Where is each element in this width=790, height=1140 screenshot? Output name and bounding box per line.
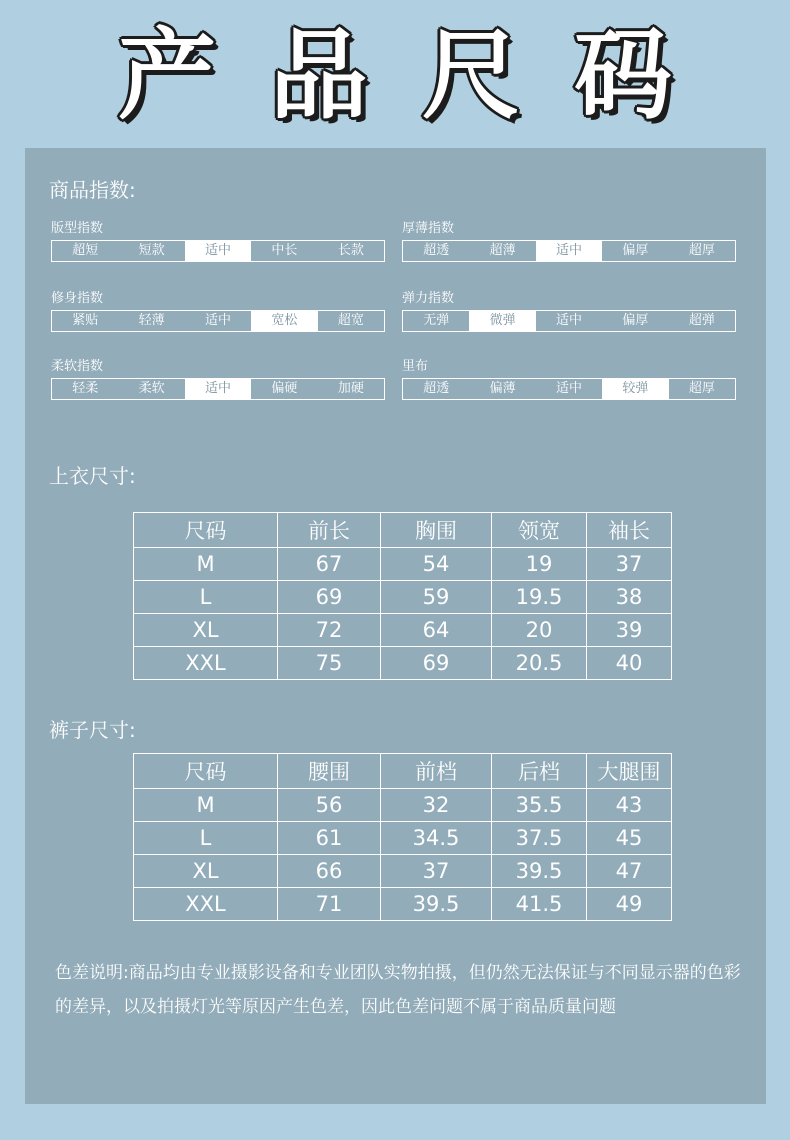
index-scale xyxy=(51,378,385,400)
table-row xyxy=(134,614,672,647)
index-group xyxy=(402,220,736,262)
index-option: 超厚 xyxy=(688,381,715,396)
measurement-cell: 67 xyxy=(278,548,381,581)
measurement-cell: 59 xyxy=(381,581,492,614)
top-section-heading: 上衣尺寸: xyxy=(49,464,136,488)
index-option: 偏厚 xyxy=(622,313,649,328)
measurement-cell: 20 xyxy=(492,614,587,647)
index-option: 中长 xyxy=(271,243,298,258)
size-label-cell: L xyxy=(134,822,278,855)
title-char: 产 xyxy=(117,17,216,133)
measurement-cell: 37 xyxy=(587,548,672,581)
measurement-cell: 54 xyxy=(381,548,492,581)
table-row xyxy=(134,888,672,921)
table-row xyxy=(134,789,672,822)
measurement-cell: 64 xyxy=(381,614,492,647)
measurement-cell: 69 xyxy=(381,647,492,680)
column-header: 前档 xyxy=(381,754,492,789)
index-scale xyxy=(51,310,385,332)
table-row xyxy=(134,548,672,581)
index-option-selected: 适中 xyxy=(185,379,251,399)
index-option: 柔软 xyxy=(138,381,165,396)
size-label-cell: L xyxy=(134,581,278,614)
table-row xyxy=(134,855,672,888)
page-title xyxy=(0,18,790,133)
index-option-selected: 宽松 xyxy=(251,311,317,331)
pants-section-heading: 裤子尺寸: xyxy=(49,718,136,742)
column-header: 领宽 xyxy=(492,513,587,548)
column-header: 腰围 xyxy=(278,754,381,789)
size-label-cell: M xyxy=(134,789,278,822)
size-label-cell: XXL xyxy=(134,888,278,921)
index-option: 超厚 xyxy=(688,243,715,258)
index-group xyxy=(51,358,385,400)
index-option-selected: 适中 xyxy=(536,241,602,261)
index-option: 无弹 xyxy=(423,313,450,328)
measurement-cell: 47 xyxy=(587,855,672,888)
measurement-cell: 39.5 xyxy=(381,888,492,921)
index-scale xyxy=(402,378,736,400)
measurement-cell: 69 xyxy=(278,581,381,614)
index-option: 超短 xyxy=(72,243,99,258)
index-option: 超弹 xyxy=(688,313,715,328)
index-group-label: 修身指数 xyxy=(51,291,104,306)
index-option: 加硬 xyxy=(337,381,364,396)
index-option: 长款 xyxy=(337,243,364,258)
index-option: 偏硬 xyxy=(271,381,298,396)
measurement-cell: 43 xyxy=(587,789,672,822)
index-scale xyxy=(402,240,736,262)
measurement-cell: 49 xyxy=(587,888,672,921)
measurement-cell: 41.5 xyxy=(492,888,587,921)
index-group-label: 弹力指数 xyxy=(402,291,455,306)
measurement-cell: 20.5 xyxy=(492,647,587,680)
measurement-cell: 45 xyxy=(587,822,672,855)
size-label-cell: M xyxy=(134,548,278,581)
title-char: 尺 xyxy=(422,17,521,133)
table-row xyxy=(134,822,672,855)
index-scale xyxy=(51,240,385,262)
index-option-selected: 较弹 xyxy=(602,379,668,399)
index-group xyxy=(402,290,736,332)
measurement-cell: 35.5 xyxy=(492,789,587,822)
index-option: 紧贴 xyxy=(72,313,99,328)
title-char: 品 xyxy=(269,17,368,133)
index-option: 偏薄 xyxy=(489,381,516,396)
measurement-cell: 61 xyxy=(278,822,381,855)
table-header-row xyxy=(134,513,672,548)
column-header: 前长 xyxy=(278,513,381,548)
index-option: 适中 xyxy=(556,381,583,396)
index-group-label: 厚薄指数 xyxy=(402,221,455,236)
measurement-cell: 75 xyxy=(278,647,381,680)
index-section-heading: 商品指数: xyxy=(49,178,136,202)
size-label-cell: XL xyxy=(134,614,278,647)
table-row xyxy=(134,581,672,614)
color-disclaimer: 色差说明:商品均由专业摄影设备和专业团队实物拍摄，但仍然无法保证与不同显示器的色彩的差异，以及拍摄灯光等原因产生色差，因此色差问题不属于商品质量问题 xyxy=(55,963,741,1017)
column-header: 大腿围 xyxy=(587,754,672,789)
table-header-row xyxy=(134,754,672,789)
column-header: 尺码 xyxy=(134,513,278,548)
index-group xyxy=(402,358,736,400)
measurement-cell: 56 xyxy=(278,789,381,822)
measurement-cell: 39.5 xyxy=(492,855,587,888)
measurement-cell: 19.5 xyxy=(492,581,587,614)
measurement-cell: 40 xyxy=(587,647,672,680)
index-option: 偏厚 xyxy=(622,243,649,258)
title-char: 码 xyxy=(574,17,673,133)
size-label-cell: XL xyxy=(134,855,278,888)
index-option: 轻薄 xyxy=(138,313,165,328)
index-group-label: 柔软指数 xyxy=(51,359,104,374)
measurement-cell: 66 xyxy=(278,855,381,888)
top-size-table xyxy=(133,512,672,680)
pants-size-table xyxy=(133,753,672,921)
index-option: 超宽 xyxy=(337,313,364,328)
measurement-cell: 72 xyxy=(278,614,381,647)
size-label-cell: XXL xyxy=(134,647,278,680)
measurement-cell: 71 xyxy=(278,888,381,921)
index-group xyxy=(51,290,385,332)
column-header: 袖长 xyxy=(587,513,672,548)
index-option: 超透 xyxy=(423,243,450,258)
index-group-label: 版型指数 xyxy=(51,221,104,236)
measurement-cell: 37.5 xyxy=(492,822,587,855)
index-scale xyxy=(402,310,736,332)
index-option: 轻柔 xyxy=(72,381,99,396)
index-group-label: 里布 xyxy=(402,359,429,374)
column-header: 尺码 xyxy=(134,754,278,789)
column-header: 胸围 xyxy=(381,513,492,548)
index-option: 短款 xyxy=(138,243,165,258)
size-info-panel xyxy=(25,148,766,1104)
index-option-selected: 微弹 xyxy=(469,311,535,331)
measurement-cell: 32 xyxy=(381,789,492,822)
column-header: 后档 xyxy=(492,754,587,789)
index-option: 超透 xyxy=(423,381,450,396)
measurement-cell: 34.5 xyxy=(381,822,492,855)
measurement-cell: 38 xyxy=(587,581,672,614)
measurement-cell: 19 xyxy=(492,548,587,581)
index-option: 适中 xyxy=(205,313,232,328)
table-row xyxy=(134,647,672,680)
index-option-selected: 适中 xyxy=(185,241,251,261)
index-group xyxy=(51,220,385,262)
index-option: 超薄 xyxy=(489,243,516,258)
measurement-cell: 37 xyxy=(381,855,492,888)
measurement-cell: 39 xyxy=(587,614,672,647)
index-option: 适中 xyxy=(556,313,583,328)
